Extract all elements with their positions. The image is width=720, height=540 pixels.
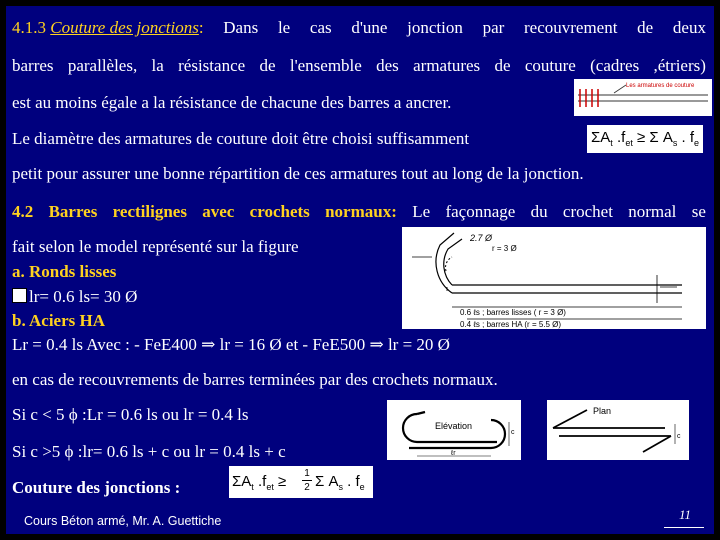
crochet-diagram (402, 227, 706, 329)
footer-rule (664, 527, 704, 528)
crochet-radius-label: r = 3 Ø (492, 244, 517, 253)
figure-elevation (387, 400, 521, 460)
elevation-c-label: c (511, 429, 515, 436)
couture-heading: Couture des jonctions : (12, 478, 181, 497)
equation-couture-half: $\Sigma A_t$ $.f_{et}$ ≥ 1 2 Σ $A_s$ . $f_e$ (229, 466, 373, 498)
aciers-ha-formula: Lr = 0.4 ls Avec : - FeE400 ⇒ lr = 16 Ø et - FeE500 ⇒ lr = 20 Ø (12, 335, 450, 354)
figure-crochet-normal (402, 227, 706, 329)
elevation-diagram (387, 400, 521, 460)
crochet-dimension-label: 2.7 Ø (470, 233, 493, 243)
paragraph-line-5: petit pour assurer une bonne répartition de ces armatures tout au long de la jonction. (12, 164, 584, 183)
plan-diagram (547, 400, 689, 460)
plan-label: Plan (593, 406, 612, 416)
plan-c-label: c (677, 433, 681, 440)
ronds-lisses-formula: lr= 0.6 ls= 30 Ø (12, 287, 137, 307)
aciers-ha-heading: b. Aciers HA (12, 311, 106, 330)
elevation-lr-label: ℓr (451, 450, 456, 457)
figure-plan (547, 400, 689, 460)
section-title: 4.1.3 Couture des jonctions: (12, 18, 204, 37)
couture-diagram (574, 79, 712, 116)
section-4-2-line-1: 4.2 Barres rectilignes avec crochets normaux: Le façonnage du crochet normal se (12, 202, 706, 221)
crochet-lisse-label: 0.6 ℓs ; barres lisses ( r = 3 Ø) (460, 308, 566, 317)
page-number: 11 (679, 507, 692, 522)
crochet-ha-label: 0.4 ℓs ; barres HA (r = 5.5 Ø) (460, 320, 562, 329)
condition-small-c: Si c < 5 ϕ :Lr = 0.6 ls ou lr = 0.4 ls (12, 405, 249, 424)
ronds-lisses-heading: a. Ronds lisses (12, 262, 117, 281)
bullet-icon (12, 288, 27, 303)
figure-armatures-couture (574, 79, 712, 116)
equation-couture: $\Sigma A_t$ $.f_{et} \ge \Sigma$ $A_s$ . $f_e$ (587, 125, 703, 153)
recouvrement-line: en cas de recouvrements de barres terminées par des crochets normaux. (12, 370, 498, 389)
footer-course: Cours Béton armé, Mr. A. Guettiche (24, 514, 222, 528)
paragraph-line-2: barres parallèles, la résistance de l'ensemble des armatures de couture (cadres ,étriers) (12, 56, 706, 75)
paragraph-line-3: est au moins égale a la résistance de chacune des barres a ancrer. (12, 93, 452, 112)
section-4-2-line-2: fait selon le model représenté sur la figure (12, 237, 299, 256)
elevation-label: Elévation (435, 421, 473, 431)
condition-large-c: Si c >5 ϕ :lr= 0.6 ls + c ou lr = 0.4 ls + c (12, 442, 286, 461)
section-4-1-3-line-1: 4.1.3 Couture des jonctions: Dans le cas d'une jonction par recouvrement de deux (12, 18, 706, 37)
paragraph-line-4: Le diamètre des armatures de couture doit être choisi suffisamment (12, 129, 470, 148)
couture-label: Les armatures de couture (626, 83, 695, 89)
